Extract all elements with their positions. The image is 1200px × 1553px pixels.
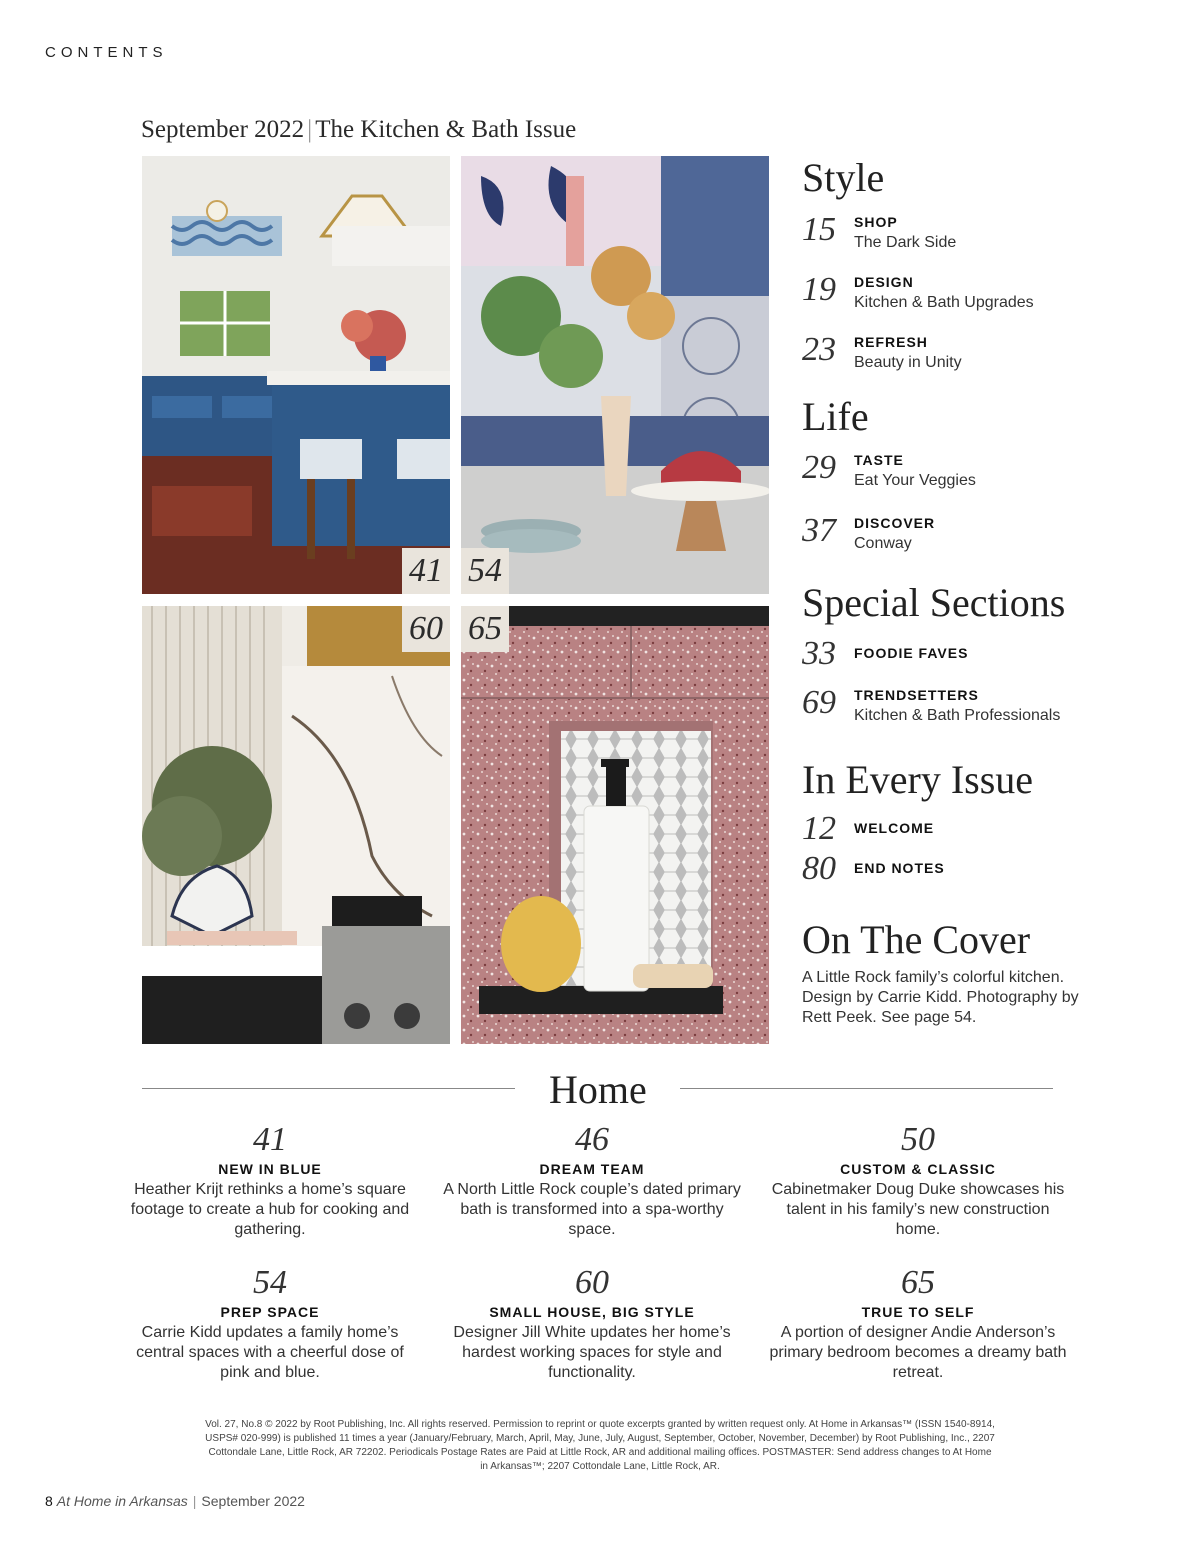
toc-page-number: 69 — [802, 684, 836, 721]
toc-label: FOODIE FAVES — [854, 645, 969, 661]
feature-description: A portion of designer Andie Anderson’s primary bedroom becomes a dreamy bath retreat. — [769, 1324, 1067, 1381]
toc-label: SHOP — [854, 214, 898, 230]
toc-label: TRENDSETTERS — [854, 687, 979, 703]
toc-entry[interactable] — [802, 845, 1172, 895]
photo-page-tag: 60 — [402, 606, 450, 652]
toc-page-number: 29 — [802, 449, 836, 486]
feature-label: NEW IN BLUE — [218, 1161, 322, 1177]
feature-label: DREAM TEAM — [539, 1161, 645, 1177]
issue-title — [141, 116, 576, 144]
feature-description: Heather Krijt rethinks a home’s square footage to create a hub for cooking and gathering. — [130, 1181, 410, 1238]
toc-entry[interactable] — [802, 326, 1172, 376]
photo-page-tag: 65 — [461, 606, 509, 652]
toc-title: Kitchen & Bath Upgrades — [854, 294, 1034, 311]
feature-description: Designer Jill White updates her home’s hardest working spaces for style and functionality. — [453, 1324, 731, 1381]
feature-page-number: 60 — [575, 1264, 609, 1301]
feature-page-number: 41 — [253, 1121, 287, 1158]
toc-label: REFRESH — [854, 334, 928, 350]
cover-description: A Little Rock family’s colorful kitchen. Design by Carrie Kidd. Photography by Rett Peek. See page 54. — [802, 969, 1079, 1026]
section-heading-home: Home — [549, 1067, 647, 1112]
toc-entry[interactable] — [802, 444, 1172, 494]
toc-label: DISCOVER — [854, 515, 936, 531]
toc-label: TASTE — [854, 452, 904, 468]
feature-item[interactable] — [120, 1122, 420, 1240]
feature-page-number: 46 — [575, 1121, 609, 1158]
toc-entry[interactable] — [802, 507, 1172, 557]
home-divider-right — [680, 1088, 1053, 1089]
toc-page-number: 37 — [802, 512, 836, 549]
page-footer — [45, 1493, 305, 1509]
toc-label: WELCOME — [854, 820, 935, 836]
marble-kitchen-stove-photo[interactable] — [142, 606, 450, 1044]
toc-page-number: 15 — [802, 211, 836, 248]
feature-label: PREP SPACE — [220, 1304, 320, 1320]
footer-magazine-name: At Home in Arkansas — [56, 1493, 188, 1509]
toc-label: END NOTES — [854, 860, 945, 876]
feature-page-number: 50 — [901, 1121, 935, 1158]
issue-date: September 2022 — [141, 116, 305, 143]
issue-name: The Kitchen & Bath Issue — [315, 116, 577, 143]
feature-page-number: 65 — [901, 1264, 935, 1301]
feature-item[interactable] — [768, 1122, 1068, 1240]
toc-page-number: 12 — [802, 810, 836, 847]
section-heading-every-issue: In Every Issue — [802, 757, 1034, 802]
section-heading-cover: On The Cover — [802, 917, 1031, 962]
footer-date: September 2022 — [201, 1493, 305, 1509]
contents-kicker: CONTENTS — [45, 44, 168, 61]
toc-title: Conway — [854, 535, 912, 552]
feature-label: CUSTOM & CLASSIC — [840, 1161, 996, 1177]
toc-page-number: 19 — [802, 271, 836, 308]
toc-title: Eat Your Veggies — [854, 472, 976, 489]
feature-description: A North Little Rock couple’s dated primary bath is transformed into a spa-worthy space. — [443, 1181, 741, 1238]
toc-page-number: 33 — [802, 635, 836, 672]
toc-title: The Dark Side — [854, 234, 957, 251]
section-heading-special: Special Sections — [802, 580, 1066, 625]
toc-entry[interactable] — [802, 206, 1172, 256]
toc-page-number: 80 — [802, 850, 836, 887]
feature-label: TRUE TO SELF — [861, 1304, 975, 1320]
photo-page-tag: 41 — [402, 548, 450, 594]
section-heading-style: Style — [802, 155, 885, 200]
feature-page-number: 54 — [253, 1264, 287, 1301]
footer-separator: | — [192, 1493, 197, 1509]
blue-kitchen-photo[interactable] — [142, 156, 450, 594]
toc-entry[interactable] — [802, 679, 1172, 729]
feature-item[interactable] — [120, 1265, 420, 1383]
home-divider-left — [142, 1088, 515, 1089]
toc-title: Kitchen & Bath Professionals — [854, 707, 1061, 724]
feature-label: SMALL HOUSE, BIG STYLE — [489, 1304, 695, 1320]
flowers-bundt-cake-photo[interactable] — [461, 156, 769, 594]
toc-label: DESIGN — [854, 274, 914, 290]
feature-item[interactable] — [442, 1122, 742, 1240]
footer-page-number: 8 — [45, 1493, 53, 1509]
photo-page-tag: 54 — [461, 548, 509, 594]
toc-title: Beauty in Unity — [854, 354, 962, 371]
toc-entry[interactable] — [802, 266, 1172, 316]
feature-item[interactable] — [442, 1265, 742, 1383]
publication-fine-print: Vol. 27, No.8 © 2022 by Root Publishing, Inc. All rights reserved. Permission to reprint or quote excerpts granted by written request only. At Home in Arkansas™ (ISSN 1540-8914, USPS# 020-999) is published 11 times a year (January/February, March, April, May, June, July, August, September, October, November, December) by Root Publishing, Inc., 2207 Cottondale Lane, Little Rock, AR 72202. Periodicals Postage Rates are Paid at Little Rock, AR and additional mailing offices. POSTMASTER: Send address changes to At Home in Arkansas™; 2207 Cottondale Lane, Little Rock, AR. — [205, 1419, 995, 1472]
toc-entry[interactable] — [802, 630, 1172, 680]
toc-page-number: 23 — [802, 331, 836, 368]
terrazzo-shower-niche-photo[interactable] — [461, 606, 769, 1044]
section-heading-life: Life — [802, 394, 869, 439]
feature-item[interactable] — [768, 1265, 1068, 1383]
feature-description: Carrie Kidd updates a family home’s central spaces with a cheerful dose of pink and blue. — [136, 1324, 404, 1381]
issue-title-divider: | — [307, 116, 313, 143]
feature-description: Cabinetmaker Doug Duke showcases his talent in his family’s new construction home. — [771, 1181, 1065, 1238]
